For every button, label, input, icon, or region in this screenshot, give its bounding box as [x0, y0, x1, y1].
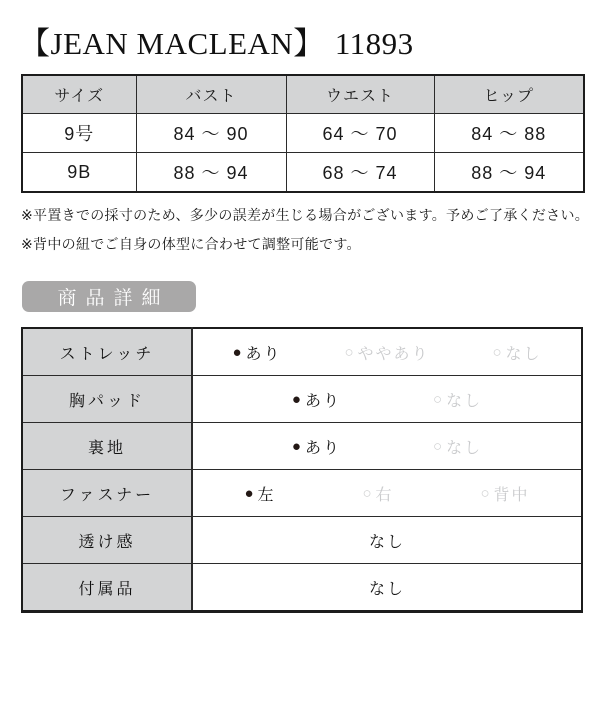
radio-selected-icon: ● [291, 437, 303, 455]
detail-label-cell: 透け感 [22, 517, 192, 564]
option-group [193, 388, 581, 411]
radio-option [244, 482, 275, 505]
radio-option [362, 482, 393, 505]
size-table-cell: 84 〜 88 [434, 114, 584, 153]
detail-table-row [22, 564, 582, 612]
radio-unselected-icon: ○ [362, 484, 374, 502]
detail-value-cell [192, 376, 582, 423]
note-line: ※平置きでの採寸のため、多少の誤差が生じる場合がございます。予めご了承ください。 [21, 207, 590, 223]
radio-unselected-icon: ○ [433, 437, 445, 455]
detail-value-cell [192, 423, 582, 470]
detail-table-row [22, 517, 582, 564]
radio-option-label: 背中 [493, 486, 530, 504]
detail-label-cell: 胸パッド [22, 376, 192, 423]
detail-value-cell [192, 470, 582, 517]
radio-option-label: なし [505, 345, 542, 363]
radio-selected-icon: ● [244, 484, 256, 502]
detail-value-cell [192, 517, 582, 564]
radio-option [232, 341, 281, 364]
detail-table-row [22, 470, 582, 517]
size-table-cell: 88 〜 94 [136, 153, 286, 193]
radio-option [492, 341, 541, 364]
radio-option [292, 388, 341, 411]
size-table-cell: 84 〜 90 [136, 114, 286, 153]
size-table-cell: 88 〜 94 [434, 153, 584, 193]
details-section-badge: 商品詳細 [22, 281, 196, 312]
size-table-header-cell: ヒップ [434, 75, 584, 114]
detail-table [21, 327, 583, 613]
radio-selected-icon: ● [232, 343, 244, 361]
radio-option-label: 左 [257, 486, 276, 504]
radio-option-label: 右 [375, 486, 394, 504]
size-table-cell: 9号 [22, 114, 136, 153]
measurement-notes [21, 201, 589, 259]
radio-option [480, 482, 529, 505]
radio-unselected-icon: ○ [344, 343, 356, 361]
size-table-header-row [22, 75, 584, 114]
radio-option-label: あり [304, 392, 341, 410]
radio-option-label: なし [446, 439, 483, 457]
size-table-row [22, 153, 584, 193]
option-group [193, 341, 581, 364]
radio-option [292, 435, 341, 458]
radio-unselected-icon: ○ [480, 484, 492, 502]
size-table-header-cell: バスト [136, 75, 286, 114]
size-table [21, 74, 585, 193]
radio-unselected-icon: ○ [492, 343, 504, 361]
detail-value-cell [192, 328, 582, 376]
radio-unselected-icon: ○ [433, 390, 445, 408]
radio-selected-icon: ● [291, 390, 303, 408]
option-group [193, 435, 581, 458]
detail-table-row [22, 376, 582, 423]
size-table-header-cell: ウエスト [286, 75, 434, 114]
radio-option-label: ややあり [357, 345, 430, 363]
radio-option-label: なし [446, 392, 483, 410]
option-group [193, 482, 581, 505]
note-line: ※背中の紐でご自身の体型に合わせて調整可能です。 [21, 236, 361, 252]
brand-name: 【JEAN MACLEAN】 [19, 26, 325, 61]
radio-option-label: あり [245, 345, 282, 363]
detail-table-row [22, 423, 582, 470]
detail-label-cell: ファスナー [22, 470, 192, 517]
detail-label-cell: ストレッチ [22, 328, 192, 376]
radio-option [433, 388, 482, 411]
detail-label-cell: 付属品 [22, 564, 192, 612]
detail-table-row [22, 328, 582, 376]
size-table-cell: 9B [22, 153, 136, 193]
detail-label-cell: 裏地 [22, 423, 192, 470]
detail-value-cell [192, 564, 582, 612]
item-number: 11893 [334, 26, 414, 61]
size-table-cell: 68 〜 74 [286, 153, 434, 193]
size-table-cell: 64 〜 70 [286, 114, 434, 153]
detail-plain-value: なし [368, 580, 405, 598]
radio-option [433, 435, 482, 458]
size-table-row [22, 114, 584, 153]
detail-plain-value: なし [368, 533, 405, 551]
radio-option-label: あり [304, 439, 341, 457]
page-title [19, 18, 414, 63]
size-table-header-cell: サイズ [22, 75, 136, 114]
radio-option [344, 341, 429, 364]
